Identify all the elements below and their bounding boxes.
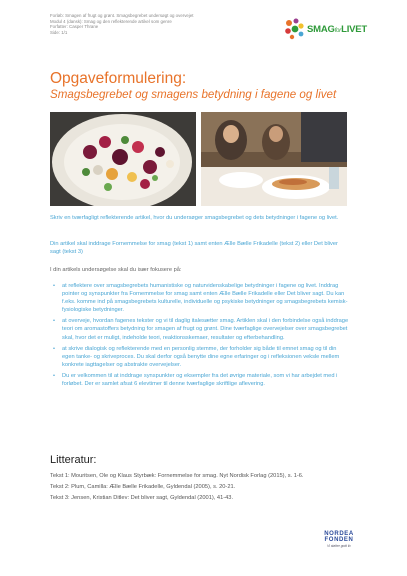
literature-heading: Litteratur: [50,454,97,466]
literature-item: Tekst 1: Mouritsen, Ole og Klaus Styrbæk: Fornemmelse for smag. Nyt Nordisk Forlag (2015), s. 1-6. [50,473,304,479]
header-page: Side: 1/1 [50,29,68,35]
literature-list [50,472,350,505]
focus-bullet-list [50,282,350,391]
nordea-logo-tagline: Vi støtter godt liv [327,544,351,548]
header-module: Modul 4 (dansk): Smag og den reflekterende artikel som genre [50,18,172,24]
smag-for-livet-logo [283,17,373,47]
intro-paragraph: Skriv en tværfagligt reflekterende artikel, hvor du undersøger smagsbegrebet og dets betydninger i fagene og livet. [50,215,339,221]
document-header [50,13,280,35]
focus-bullet-item: • at reflektere over smagsbegrebets humanistiske og naturvidenskabelige betydninger i fagene og livet. Inddrag pointer og synspunkter fra Fornemmelse for smag samt enten Ælle Bælle Frikadelle eller Det bliver sagt. Du kan f.eks. komme ind på smagsbegrebets kulturelle, individuelle og psykiske betydninger og smagsbegrebets kemisk-fysiologiske betydninger. [50,282,350,314]
logo-text: SMAGforLIVET [307,24,368,35]
literature-item: Tekst 3: Jensen, Kristian Ditlev: Det bliver sagt, Gyldendal (2001), 41-43. [50,495,234,502]
plate-of-beet-salad-photo [50,112,196,206]
requirement-paragraph: Din artikel skal inddrage Fornemmelse for smag (tekst 1) samt enten Ælle Bælle Frikadelle (tekst 2) eller Det bliver sagt (tekst 3) [50,241,338,256]
focus-bullet-item: • at skrive dialogisk og reflekterende med en personlig stemme, der forholder sig både til emnet smag og til din egen tanke- og skriveproces. Du skal derfor også benytte dine egne erfaringer og i refleksionen veksle mellem konkrete iagttagelser og abstrakte overvejelser. [50,345,350,369]
header-author: Forfatter: Casper Thrane [50,24,99,30]
focus-bullet-item: • Du er velkommen til at inddrage synspunkter og eksempler fra det øvrige materiale, som vi har arbejdet med i forløbet. Der er samlet afsat 6 elevtimer til denne tværfaglige skriftlige aflevering. [50,372,350,388]
focus-bullet-item: • at overveje, hvordan fagenes tekster og vi til daglig italesætter smag. Artiklen skal i den forbindelse også inddrage teori om aromastoffers betydning for smagen af frugt og grønt. Dine tværfaglige overvejelser over smagsbegrebet skal, hvor det er muligt, indeholde teori, reaktionsskemaer, resultater og efterbehandling. [50,317,350,341]
nordea-fonden-logo [319,531,359,548]
literature-item: Tekst 2: Plum, Camilla: Ælle Bælle Frikadelle, Gyldendal (2005), s. 20-21. [50,484,236,491]
nordea-logo-line2: FONDEN [324,537,354,543]
nordea-logo-line1: NORDEA [324,531,354,537]
people-eating-at-table-photo [201,112,347,206]
smag-for-livet-icon [283,17,307,41]
page-subtitle: Smagsbegrebet og smagens betydning i fagene og livet [50,88,337,101]
header-course: Forløb: Smagen af frugt og grønt. Smagsbegrebet undersøgt og overvejet [50,13,194,18]
page-title: Opgaveformulering: [50,70,187,87]
focus-intro-paragraph: I din artikels undersøgelse skal du især fokusere på: [50,267,182,273]
